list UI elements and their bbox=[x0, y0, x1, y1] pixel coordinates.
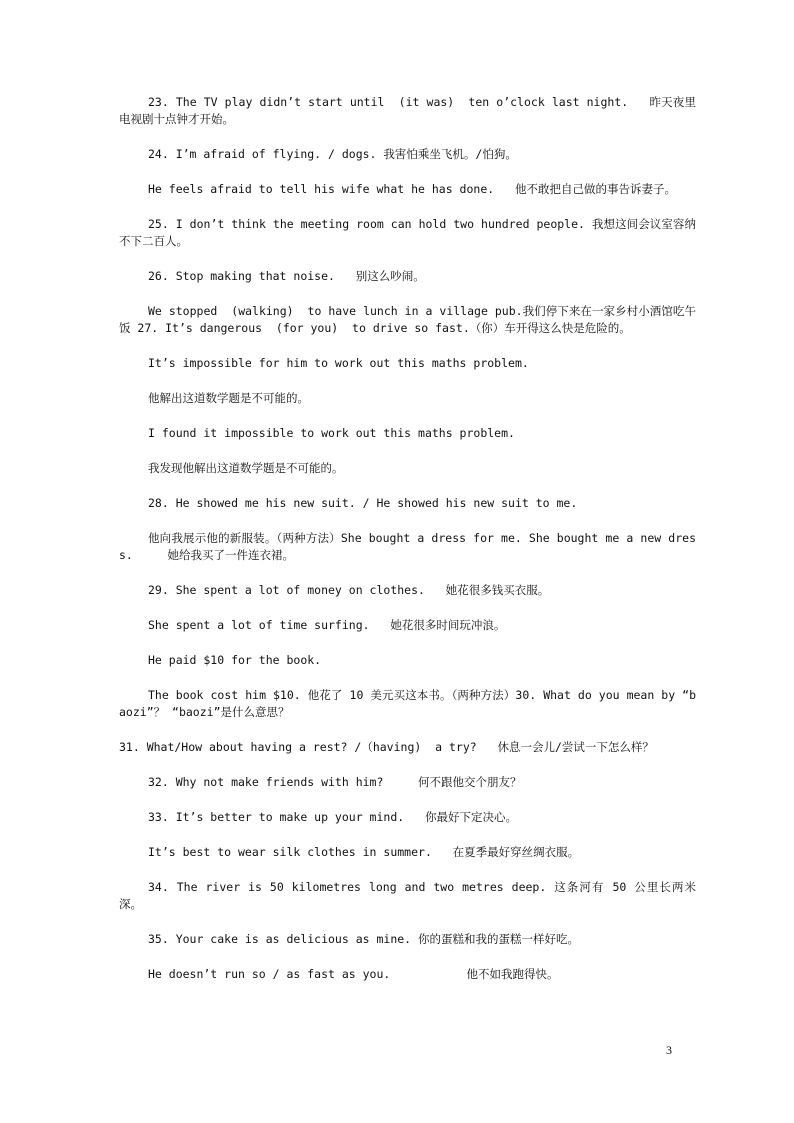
paragraph-29: 29. She spent a lot of money on clothes. 她花很多钱买衣服。 bbox=[148, 583, 550, 597]
paragraph-32: 32. Why not make friends with him? 何不跟他交个朋友？ bbox=[148, 775, 522, 789]
paragraph-26-27: We stopped (walking) to have lunch in a village pub.我们停下来在一家乡村小酒馆吃午饭 27. It’s dangerous (for you) to drive so fast.（你）车开得这么快是危险的。 bbox=[119, 304, 696, 335]
paragraph-28: 28. He showed me his new suit. / He showed his new suit to me. bbox=[148, 496, 578, 510]
paragraph-35-example: He doesn’t run so / as fast as you. 他不如我跑得快。 bbox=[148, 967, 559, 981]
paragraph-27-example2-en: I found it impossible to work out this maths problem. bbox=[148, 426, 515, 440]
paragraph-29-30: The book cost him $10. 他花了 10 美元买这本书。（两种方法）30. What do you mean by “baozi”？ “baozi”是什么意思？ bbox=[119, 688, 696, 719]
paragraph-25: 25. I don’t think the meeting room can hold two hundred people. 我想这间会议室容纳不下二百人。 bbox=[119, 217, 696, 248]
paragraph-27-example-en: It’s impossible for him to work out this maths problem. bbox=[148, 356, 529, 370]
paragraph-28-example: 他向我展示他的新服装。（两种方法）She bought a dress for me. She bought me a new dress. 她给我买了一件连衣裙。 bbox=[119, 531, 696, 562]
paragraph-35: 35. Your cake is as delicious as mine. 你的蛋糕和我的蛋糕一样好吃。 bbox=[148, 932, 580, 946]
paragraph-26: 26. Stop making that noise. 别这么吵闹。 bbox=[148, 269, 425, 283]
paragraph-23: 23. The TV play didn’t start until (it was) ten o’clock last night. 昨天夜里电视剧十点钟才开始。 bbox=[119, 95, 696, 126]
paragraph-24: 24. I’m afraid of flying. / dogs. 我害怕乘坐飞机。/怕狗。 bbox=[148, 147, 517, 161]
paragraph-29-paid: He paid $10 for the book. bbox=[148, 653, 322, 667]
document-body bbox=[119, 94, 696, 1001]
paragraph-33: 33. It’s better to make up your mind. 你最好下定决心。 bbox=[148, 810, 517, 824]
paragraph-27-example2-zh: 我发现他解出这道数学题是不可能的。 bbox=[148, 461, 344, 475]
page-number: 3 bbox=[666, 1043, 672, 1057]
paragraph-29-example: She spent a lot of time surfing. 她花很多时间玩冲浪。 bbox=[148, 618, 506, 632]
paragraph-27-example-zh: 他解出这道数学题是不可能的。 bbox=[148, 391, 309, 405]
paragraph-24-example: He feels afraid to tell his wife what he has done. 他不敢把自己做的事告诉妻子。 bbox=[148, 182, 676, 196]
paragraph-31: 31. What/How about having a rest? /（having) a try? 休息一会儿/尝试一下怎么样？ bbox=[119, 740, 654, 754]
paragraph-34: 34. The river is 50 kilometres long and two metres deep. 这条河有 50 公里长两米深。 bbox=[119, 880, 696, 911]
paragraph-33-example: It’s best to wear silk clothes in summer. 在夏季最好穿丝绸衣服。 bbox=[148, 845, 580, 859]
